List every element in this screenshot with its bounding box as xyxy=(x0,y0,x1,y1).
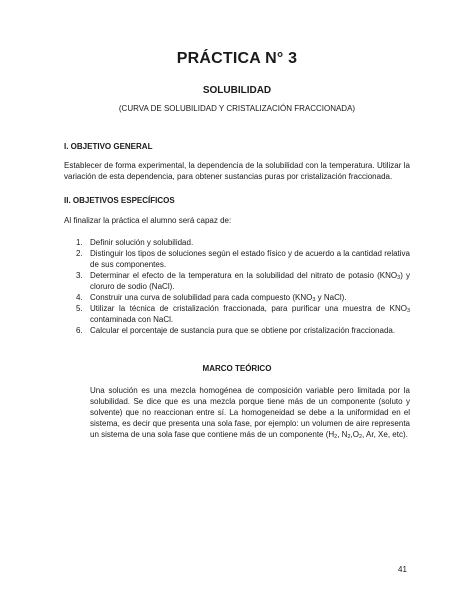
list-item xyxy=(76,292,410,303)
list-item-number: 3. xyxy=(76,271,83,280)
page-subtitle: SOLUBILIDAD xyxy=(202,85,272,96)
subscript: 3 xyxy=(406,308,410,314)
list-item-text xyxy=(90,303,410,325)
list-item-text-part: ) y cloruro de sodio (NaCl). xyxy=(90,271,411,291)
paragraph-text: , N xyxy=(337,430,348,439)
list-item-text xyxy=(90,292,410,303)
list-item xyxy=(76,325,410,336)
list-item xyxy=(76,237,410,248)
paragraph-text: Una solución es una mezcla homogénea de composición variable pero limitada por la solubilidad. Se dice que es una mezcla porque tiene más de un componente (soluto y solvente) que no reaccionan entre sí. La homogeneidad se debe a la uniformidad en el sistema, es decir que presenta una sola fase, por ejemplo: un volumen de aire representa un sistema de una sola fase que contiene más de un componente (H xyxy=(90,386,410,439)
list-item-text xyxy=(90,270,410,292)
list-item-text-part: Construir una curva de solubilidad para cada compuesto (KNO xyxy=(90,293,313,302)
list-item-text-part: Determinar el efecto de la temperatura en la solubilidad del nitrato de potasio (KNO xyxy=(90,271,398,280)
list-item-text: Calcular el porcentaje de sustancia pura que se obtiene por cristalización fraccionada. xyxy=(90,326,396,335)
section-heading-objetivos-especificos: II. OBJETIVOS ESPECÍFICOS xyxy=(64,196,175,205)
paragraph-text: ,O xyxy=(350,430,359,439)
objetivo-general-text: Establecer de forma experimental, la dependencia de la solubilidad con la temperatura. Utilizar la variación de esta dependencia, para obtener sustancias puras por cristalización fraccionada. xyxy=(64,161,410,181)
subscript: 2 xyxy=(347,434,351,440)
list-item-number: 2. xyxy=(76,249,83,258)
list-item-number: 5. xyxy=(76,304,83,313)
list-item-number: 6. xyxy=(76,326,83,335)
subscript: 2 xyxy=(334,434,338,440)
list-item-text-part: Utilizar la técnica de cristalización fraccionada, para purificar una muestra de KNO xyxy=(90,304,407,313)
section-heading-marco-teorico: MARCO TEÓRICO xyxy=(202,364,272,373)
subscript: 3 xyxy=(312,297,316,303)
subscript: 2 xyxy=(358,434,363,440)
subscript: 3 xyxy=(397,275,401,281)
subtitle-parenthetical: (CURVA DE SOLUBILIDAD Y CRISTALIZACIÓN FRACCIONADA) xyxy=(118,104,356,113)
page-title: PRÁCTICA N° 3 xyxy=(176,50,298,67)
list-item-text-part: contaminada con NaCl. xyxy=(90,315,174,324)
page-number: 41 xyxy=(398,565,407,574)
list-item-number: 4. xyxy=(76,293,83,302)
list-item-number: 1. xyxy=(76,238,83,247)
list-item-text: Definir solución y solubilidad. xyxy=(90,238,194,247)
section-heading-objetivo-general: I. OBJETIVO GENERAL xyxy=(64,142,153,151)
list-item xyxy=(76,303,410,325)
list-item xyxy=(76,248,410,270)
objetivos-intro: Al finalizar la práctica el alumno será capaz de: xyxy=(64,216,232,225)
list-item xyxy=(76,270,410,292)
list-item-text: Distinguir los tipos de soluciones según el estado físico y de acuerdo a la cantidad relativa de sus componentes. xyxy=(90,249,410,269)
marco-teorico-text xyxy=(90,385,410,440)
objetivos-list xyxy=(76,237,410,336)
list-item-text-part: y NaCl). xyxy=(315,293,347,302)
paragraph-text: , Ar, Xe, etc). xyxy=(362,430,408,439)
